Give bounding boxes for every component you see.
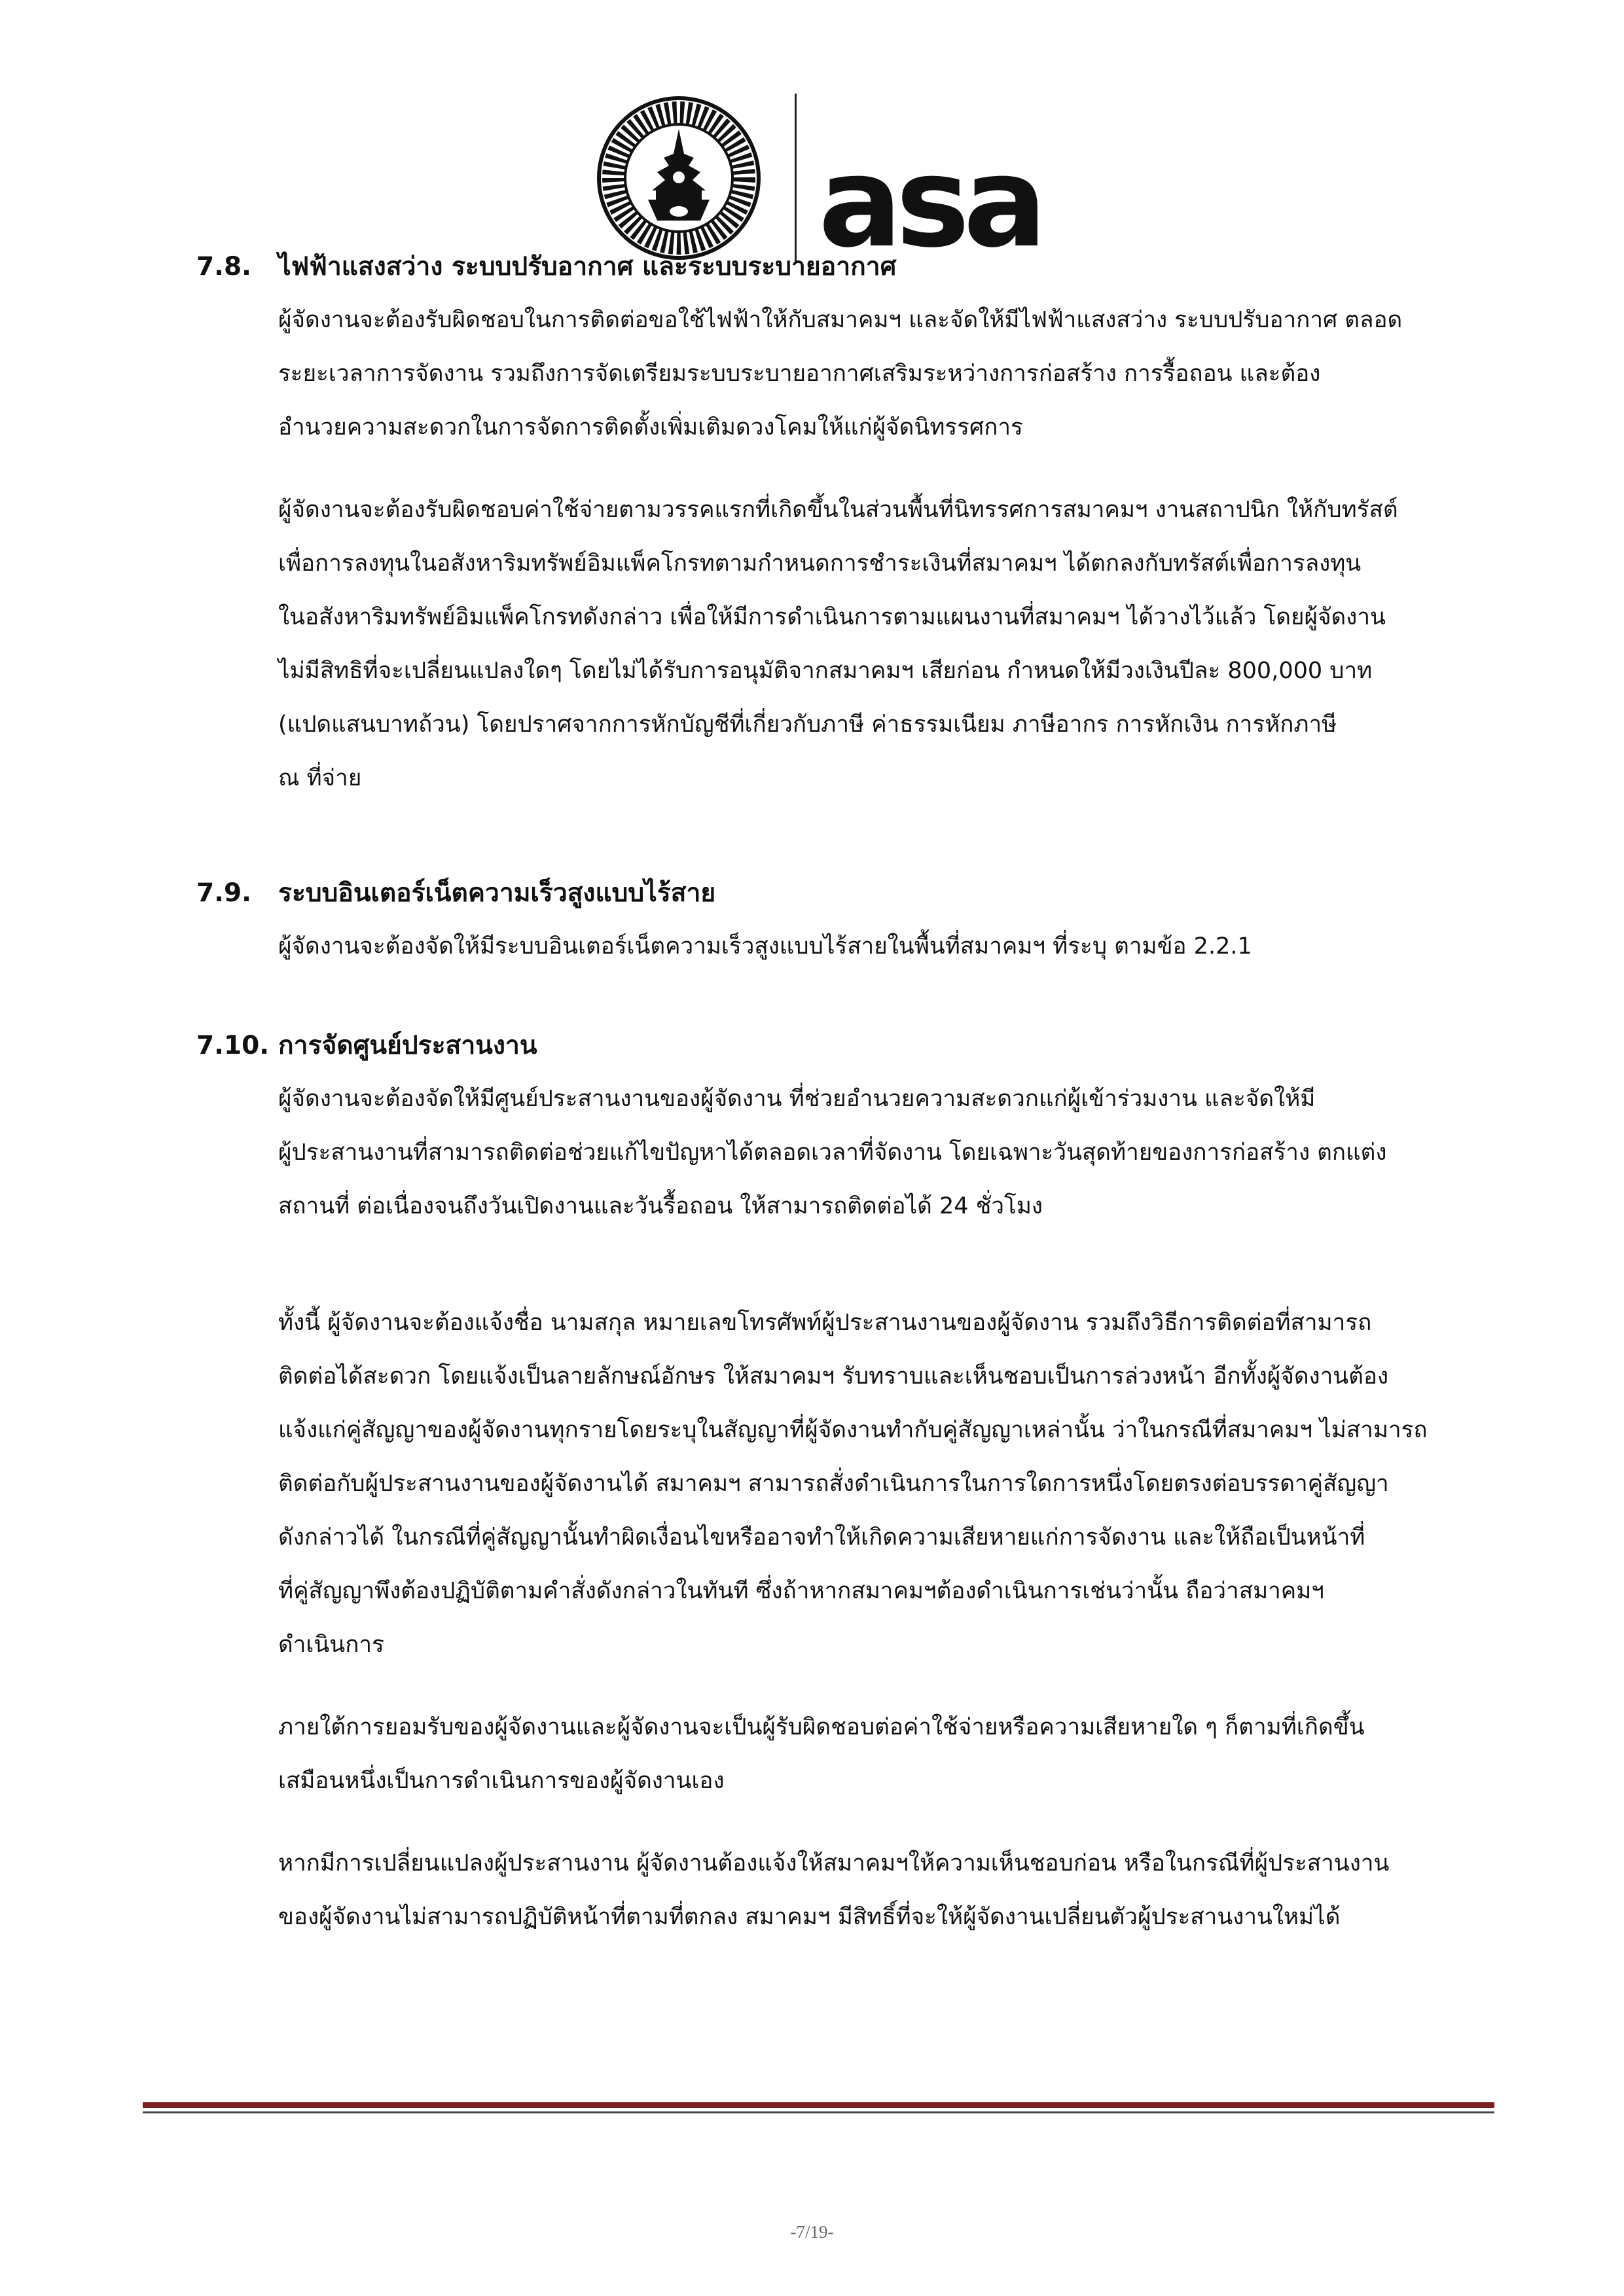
section-title: การจัดศูนย์ประสานงาน — [278, 1031, 537, 1060]
section-7-9 — [196, 867, 1499, 973]
text-line: เสมือนหนึ่งเป็นการดำเนินการของผู้จัดงานเอง — [278, 1768, 725, 1794]
text-line: ดำเนินการ — [278, 1632, 384, 1658]
text-line: ติดต่อกับผู้ประสานงานของผู้จัดงานได้ สมาคมฯ สามารถสั่งดำเนินการในการใดการหนึ่งโดยตรงต่อบรรดาคู่สัญญา — [278, 1471, 1389, 1497]
text-line: อำนวยความสะดวกในการจัดการติดตั้งเพิ่มเติมดวงโคมให้แก่ผู้จัดนิทรรศการ — [278, 414, 1023, 440]
logo-divider — [795, 94, 797, 264]
footer-rule-thin — [143, 2111, 1494, 2113]
text-line: ของผู้จัดงานไม่สามารถปฏิบัติหน้าที่ตามที่ตกลง สมาคมฯ มีสิทธิ์ที่จะให้ผู้จัดงานเปลี่ยนตัวผู้ประสานงานใหม่ได้ — [278, 1904, 1341, 1930]
section-7-10 — [196, 1020, 1499, 1944]
text-line: ดังกล่าวได้ ในกรณีที่คู่สัญญานั้นทำผิดเงื่อนไขหรืออาจทำให้เกิดความเสียหายแก่การจัดงาน และให้ถือเป็นหน้าที่ — [278, 1524, 1365, 1551]
text-line: ผู้จัดงานจะต้องรับผิดชอบค่าใช้จ่ายตามวรรคแรกที่เกิดขึ้นในส่วนพื้นที่นิทรรศการสมาคมฯ งานสถาปนิก ให้กับทรัสต์ — [278, 497, 1398, 523]
paragraph — [278, 1296, 1492, 1672]
section-title: ระบบอินเตอร์เน็ตความเร็วสูงแบบไร้สาย — [278, 878, 716, 908]
text-line: ณ ที่จ่าย — [278, 765, 362, 791]
paragraph — [278, 1072, 1492, 1233]
section-heading — [196, 867, 1499, 920]
paragraph — [278, 483, 1492, 805]
section-heading — [196, 1020, 1499, 1072]
text-line: ผู้ประสานงานที่สามารถติดต่อช่วยแก้ไขปัญหาได้ตลอดเวลาที่จัดงาน โดยเฉพาะวันสุดท้ายของการก่อสร้าง ตกแต่ง — [278, 1139, 1387, 1166]
text-line: ระยะเวลาการจัดงาน รวมถึงการจัดเตรียมระบบระบายอากาศเสริมระหว่างการก่อสร้าง การรื้อถอน และต้อง — [278, 361, 1321, 387]
text-line: หากมีการเปลี่ยนแปลงผู้ประสานงาน ผู้จัดงานต้องแจ้งให้สมาคมฯให้ความเห็นชอบก่อน หรือในกรณีที่ผู้ประสานงาน — [278, 1850, 1390, 1876]
text-line: ที่คู่สัญญาพึงต้องปฏิบัติตามคำสั่งดังกล่าวในทันที ซึ่งถ้าหากสมาคมฯต้องดำเนินการเช่นว่านั้น ถือว่าสมาคมฯ — [278, 1578, 1324, 1604]
text-line: เพื่อการลงทุนในอสังหาริมทรัพย์อิมแพ็คโกรทตามกำหนดการชำระเงินที่สมาคมฯ ได้ตกลงกับทรัสต์เพื่อการลงทุน — [278, 550, 1362, 577]
paragraph — [278, 293, 1492, 454]
text-line: สถานที่ ต่อเนื่องจนถึงวันเปิดงานและวันรื้อถอน ให้สามารถติดต่อได้ 24 ชั่วโมง — [278, 1193, 1043, 1219]
paragraph — [278, 1700, 1492, 1808]
section-number: 7.8. — [196, 252, 251, 281]
text-line: ผู้จัดงานจะต้องจัดให้มีศูนย์ประสานงานของผู้จัดงาน ที่ช่วยอำนวยความสะดวกแก่ผู้เข้าร่วมงาน และจัดให้มี — [278, 1086, 1316, 1112]
text-line: ผู้จัดงานจะต้องจัดให้มีระบบอินเตอร์เน็ตความเร็วสูงแบบไร้สายในพื้นที่สมาคมฯ ที่ระบุ ตามข้อ 2.2.1 — [278, 933, 1252, 960]
text-line: ทั้งนี้ ผู้จัดงานจะต้องแจ้งชื่อ นามสกุล หมายเลขโทรศัพท์ผู้ประสานงานของผู้จัดงาน รวมถึงวิธีการติดต่อที่สามารถ — [278, 1310, 1372, 1336]
svg-text:asa: asa — [818, 130, 1041, 272]
text-line: ผู้จัดงานจะต้องรับผิดชอบในการติดต่อขอใช้ไฟฟ้าให้กับสมาคมฯ และจัดให้มีไฟฟ้าแสงสว่าง ระบบปรับอากาศ ตลอด — [278, 307, 1403, 333]
paragraph — [278, 1837, 1492, 1944]
section-title: ไฟฟ้าแสงสว่าง ระบบปรับอากาศ และระบบระบายอากาศ — [278, 252, 897, 281]
section-number: 7.9. — [196, 878, 251, 908]
text-line: ภายใต้การยอมรับของผู้จัดงานและผู้จัดงานจะเป็นผู้รับผิดชอบต่อค่าใช้จ่ายหรือความเสียหายใด ๆ ก็ตามที่เกิดขึ้น — [278, 1714, 1365, 1740]
text-line: ไม่มีสิทธิที่จะเปลี่ยนแปลงใดๆ โดยไม่ได้รับการอนุมัติจากสมาคมฯ เสียก่อน กำหนดให้มีวงเงินปีละ 800,000 บาท — [278, 658, 1373, 684]
section-7-8 — [196, 241, 1499, 805]
text-line: ติดต่อได้สะดวก โดยแจ้งเป็นลายลักษณ์อักษร ให้สมาคมฯ รับทราบและเห็นชอบเป็นการล่วงหน้า อีกทั้งผู้จัดงานต้อง — [278, 1363, 1389, 1390]
text-line: (แปดแสนบาทถ้วน) โดยปราศจากการหักบัญชีที่เกี่ยวกับภาษี ค่าธรรมเนียม ภาษีอากร การหักเงิน การหักภาษี — [278, 711, 1337, 738]
association-seal-logo — [596, 95, 763, 262]
paragraph — [278, 920, 1492, 973]
page-number: -7/19- — [790, 2222, 834, 2242]
text-line: ในอสังหาริมทรัพย์อิมแพ็คโกรทดังกล่าว เพื่อให้มีการดำเนินการตามแผนงานที่สมาคมฯ ได้วางไว้แล้ว โดยผู้จัดงาน — [278, 604, 1386, 630]
text-line: แจ้งแก่คู่สัญญาของผู้จัดงานทุกรายโดยระบุในสัญญาที่ผู้จัดงานทำกับคู่สัญญาเหล่านั้น ว่าในกรณีที่สมาคมฯ ไม่สามารถ — [278, 1417, 1428, 1443]
footer-rule — [143, 2102, 1494, 2108]
section-number: 7.10. — [196, 1031, 270, 1060]
section-heading — [196, 241, 1499, 293]
